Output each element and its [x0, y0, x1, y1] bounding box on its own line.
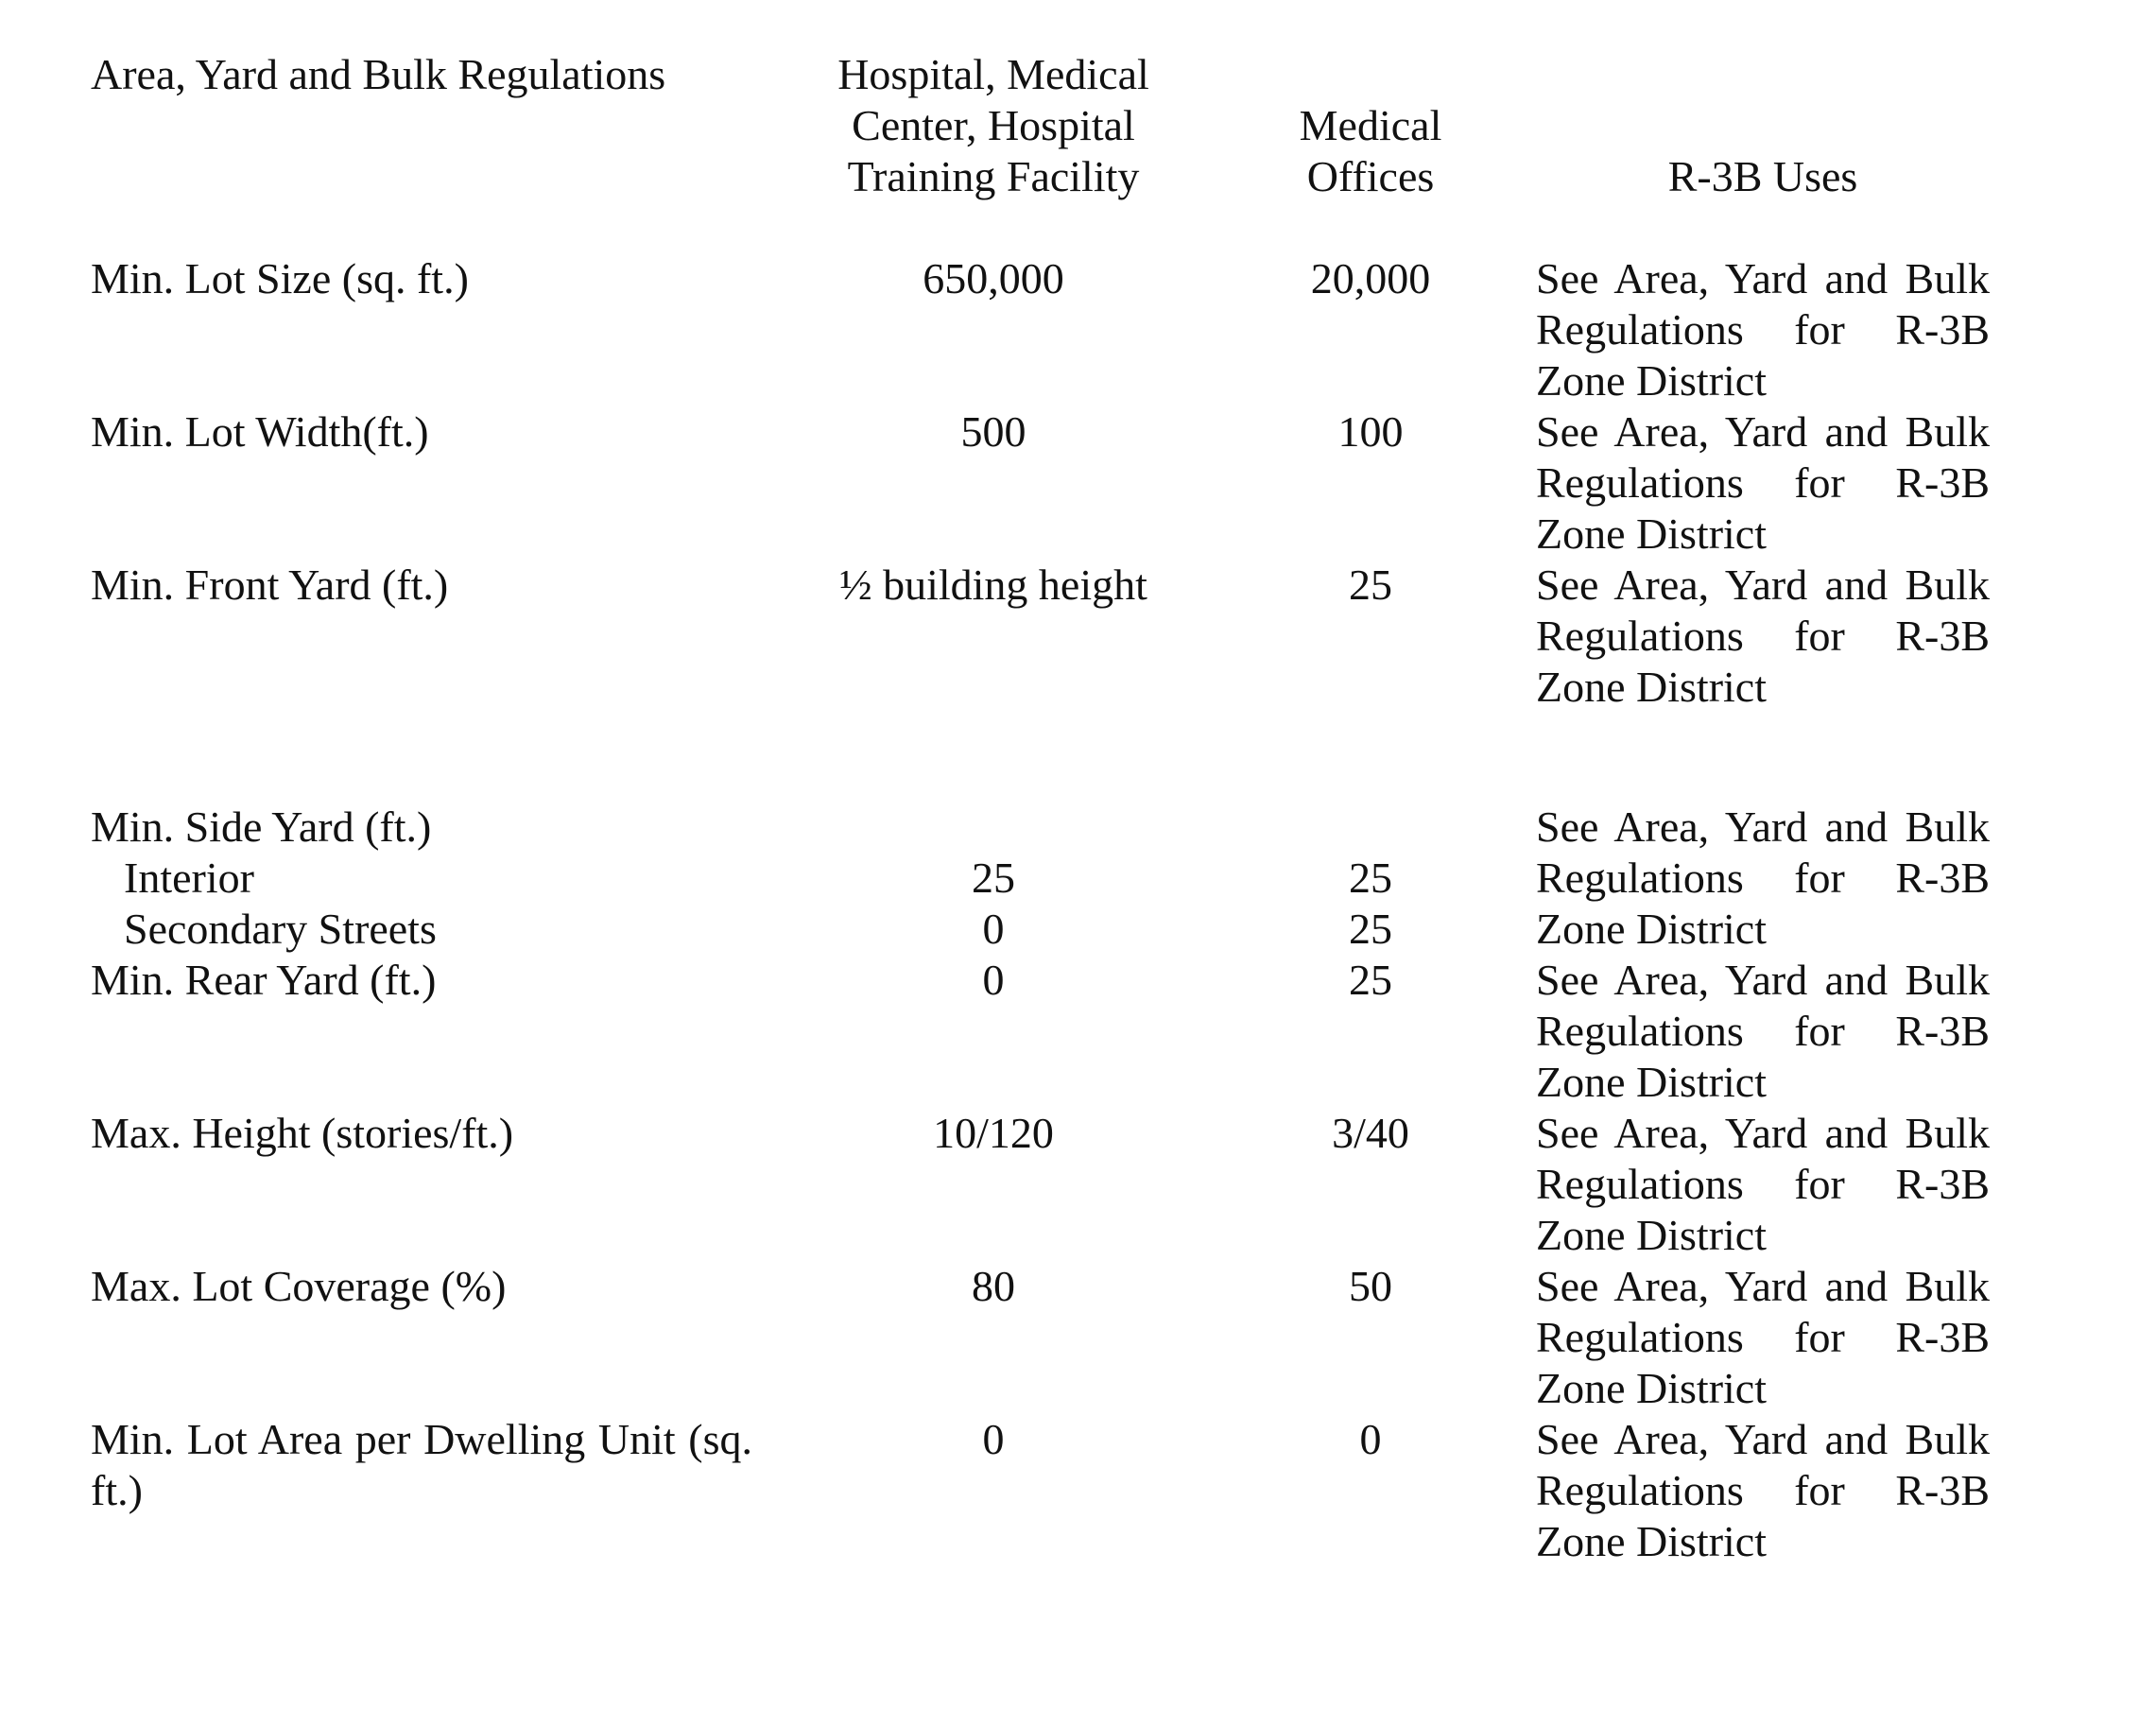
row-label-interior: Interior: [124, 854, 254, 902]
offices-value-max-lot-coverage: 50: [1349, 1262, 1392, 1310]
r3b-uses-column-header: R-3B Uses: [1667, 152, 1858, 200]
r3b-value-min-side-yard: See Area, Yard and Bulk Regulations for R-3B Zone District: [1536, 803, 1990, 953]
r3b-value-min-front-yard: See Area, Yard and Bulk Regulations for R-3B Zone District: [1536, 561, 1990, 711]
row-label-min-lot-size: Min. Lot Size (sq. ft.): [91, 254, 469, 302]
row-label-min-front-yard: Min. Front Yard (ft.): [91, 561, 449, 609]
hospital-value-min-lot-area-per-dwelling-unit: 0: [982, 1415, 1005, 1463]
hospital-column-header: Hospital, Medical Center, Hospital Training Facility: [837, 50, 1149, 200]
offices-value-max-height: 3/40: [1332, 1109, 1409, 1157]
row-label-min-side-yard: Min. Side Yard (ft.): [91, 803, 432, 851]
offices-value-interior: 25: [1349, 854, 1392, 902]
r3b-value-min-lot-size: See Area, Yard and Bulk Regulations for R-3B Zone District: [1536, 254, 1990, 405]
r3b-value-max-lot-coverage: See Area, Yard and Bulk Regulations for R-3B Zone District: [1536, 1262, 1990, 1412]
row-label-min-rear-yard: Min. Rear Yard (ft.): [91, 956, 437, 1004]
hospital-value-min-lot-size: 650,000: [923, 254, 1064, 302]
row-label-min-lot-width: Min. Lot Width(ft.): [91, 407, 429, 456]
medical-offices-column-header: Medical Offices: [1299, 101, 1442, 200]
hospital-value-interior: 25: [972, 854, 1015, 902]
offices-value-min-lot-width: 100: [1337, 407, 1404, 456]
offices-value-min-lot-size: 20,000: [1310, 254, 1431, 302]
regulations-header: Area, Yard and Bulk Regulations: [91, 50, 666, 98]
offices-value-min-front-yard: 25: [1349, 561, 1392, 609]
r3b-value-min-rear-yard: See Area, Yard and Bulk Regulations for R-3B Zone District: [1536, 956, 1990, 1106]
row-label-min-lot-area-per-dwelling-unit: Min. Lot Area per Dwelling Unit (sq. ft.): [91, 1415, 752, 1514]
hospital-value-min-rear-yard: 0: [982, 956, 1005, 1004]
row-label-secondary-streets: Secondary Streets: [124, 905, 437, 953]
r3b-value-max-height: See Area, Yard and Bulk Regulations for R-3B Zone District: [1536, 1109, 1990, 1259]
r3b-value-min-lot-width: See Area, Yard and Bulk Regulations for R-3B Zone District: [1536, 407, 1990, 558]
hospital-value-secondary-streets: 0: [982, 905, 1005, 953]
hospital-value-max-lot-coverage: 80: [972, 1262, 1015, 1310]
offices-value-min-lot-area-per-dwelling-unit: 0: [1359, 1415, 1382, 1463]
row-label-max-lot-coverage: Max. Lot Coverage (%): [91, 1262, 507, 1310]
row-label-max-height: Max. Height (stories/ft.): [91, 1109, 514, 1157]
offices-value-secondary-streets: 25: [1349, 905, 1392, 953]
hospital-value-min-lot-width: 500: [960, 407, 1026, 456]
hospital-value-min-front-yard: ½ building height: [839, 561, 1147, 609]
offices-value-min-rear-yard: 25: [1349, 956, 1392, 1004]
hospital-value-max-height: 10/120: [933, 1109, 1054, 1157]
r3b-value-min-lot-area-per-dwelling-unit: See Area, Yard and Bulk Regulations for R-3B Zone District: [1536, 1415, 1990, 1565]
